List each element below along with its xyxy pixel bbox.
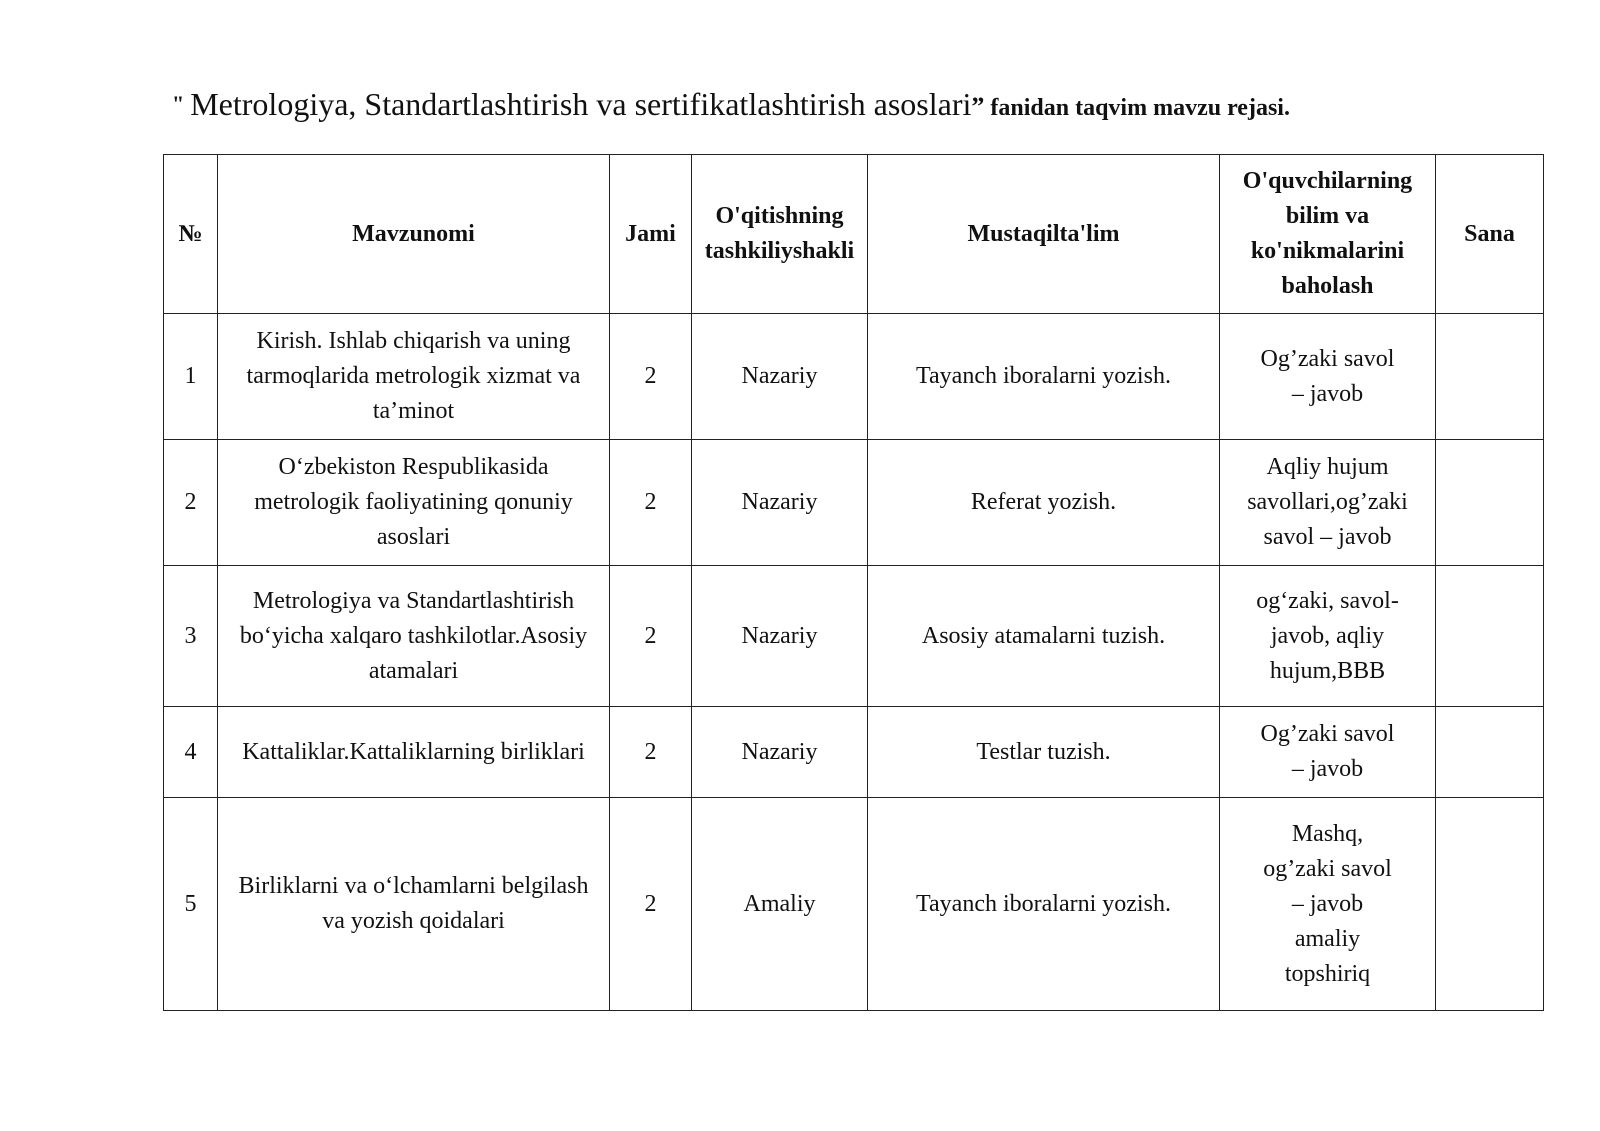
header-assessment: O'quvchilarning bilim va ko'nikmalarini baholash [1220, 155, 1436, 314]
table-row [164, 314, 1544, 440]
table-row [164, 566, 1544, 707]
row-form: Nazariy [692, 566, 868, 707]
row-date [1436, 314, 1544, 440]
row-topic: Birliklarni va o‘lchamlarni belgilash va yozish qoidalari [218, 798, 610, 1011]
header-date: Sana [1436, 155, 1544, 314]
row-topic: O‘zbekiston Respublikasida metrologik faoliyatining qonuniy asoslari [218, 440, 610, 566]
header-self-study: Mustaqilta'lim [868, 155, 1220, 314]
row-total: 2 [610, 314, 692, 440]
row-assessment: Mashq, og’zaki savol – javob amaliy topshiriq [1220, 798, 1436, 1011]
row-number: 1 [164, 314, 218, 440]
row-number: 2 [164, 440, 218, 566]
row-topic: Kirish. Ishlab chiqarish va uning tarmoqlarida metrologik xizmat va ta’minot [218, 314, 610, 440]
table-row [164, 798, 1544, 1011]
table-row [164, 707, 1544, 798]
title-open-quote: " [172, 91, 185, 116]
header-total: Jami [610, 155, 692, 314]
row-total: 2 [610, 707, 692, 798]
row-topic: Metrologiya va Standartlashtirish bo‘yicha xalqaro tashkilotlar.Asosiy atamalari [218, 566, 610, 707]
row-assessment: Aqliy hujum savollari,og’zaki savol – javob [1220, 440, 1436, 566]
header-topic: Mavzunomi [218, 155, 610, 314]
row-topic: Kattaliklar.Kattaliklarning birliklari [218, 707, 610, 798]
row-total: 2 [610, 440, 692, 566]
row-date [1436, 707, 1544, 798]
row-form: Nazariy [692, 707, 868, 798]
row-number: 3 [164, 566, 218, 707]
row-self-study: Tayanch iboralarni yozish. [868, 314, 1220, 440]
header-number: № [164, 155, 218, 314]
row-date [1436, 566, 1544, 707]
row-number: 4 [164, 707, 218, 798]
row-self-study: Tayanch iboralarni yozish. [868, 798, 1220, 1011]
page-title [172, 84, 1572, 131]
row-self-study: Testlar tuzish. [868, 707, 1220, 798]
header-form: O'qitishning tashkiliyshakli [692, 155, 868, 314]
row-form: Amaliy [692, 798, 868, 1011]
title-suffix: fanidan taqvim mavzu rejasi. [984, 95, 1290, 121]
row-total: 2 [610, 566, 692, 707]
table-header-row [164, 155, 1544, 314]
title-subject: Metrologiya, Standartlashtirish va sertifikatlashtirish asoslari [190, 86, 972, 122]
row-self-study: Asosiy atamalarni tuzish. [868, 566, 1220, 707]
table-row [164, 440, 1544, 566]
title-close-quote: ” [971, 92, 985, 121]
schedule-table [163, 154, 1544, 1011]
row-form: Nazariy [692, 314, 868, 440]
row-assessment: og‘zaki, savol-javob, aqliy hujum,BBB [1220, 566, 1436, 707]
row-self-study: Referat yozish. [868, 440, 1220, 566]
row-assessment: Og’zaki savol – javob [1220, 707, 1436, 798]
row-form: Nazariy [692, 440, 868, 566]
row-date [1436, 440, 1544, 566]
row-number: 5 [164, 798, 218, 1011]
row-date [1436, 798, 1544, 1011]
row-assessment: Og’zaki savol – javob [1220, 314, 1436, 440]
row-total: 2 [610, 798, 692, 1011]
